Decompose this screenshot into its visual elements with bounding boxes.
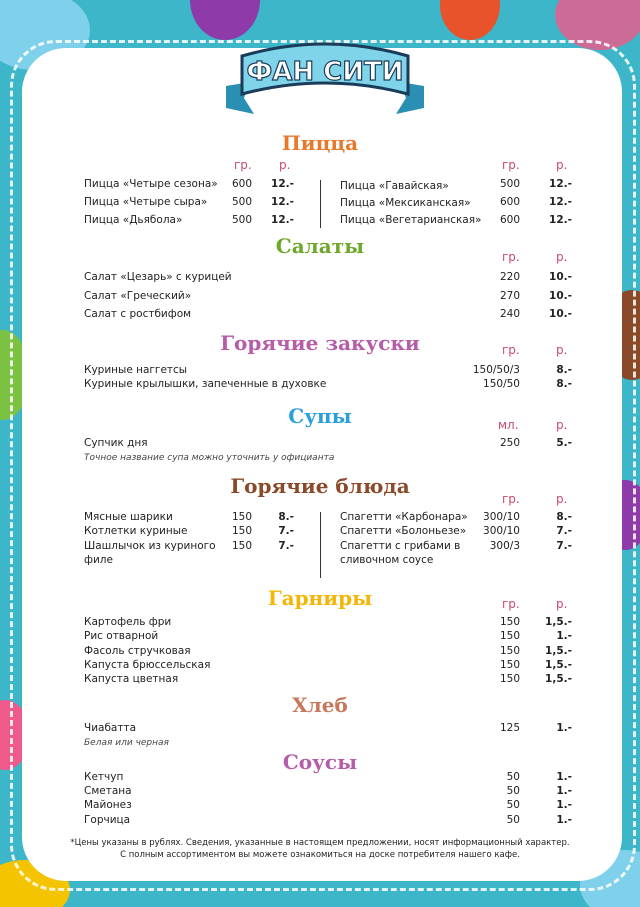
menu-item-weight: 150 xyxy=(231,525,252,537)
menu-item-price: 1.- xyxy=(556,785,572,797)
menu-item-weight: 150 xyxy=(499,616,520,628)
menu-item-weight: 50 xyxy=(506,785,520,797)
menu-item-name: Майонез xyxy=(84,799,132,811)
menu-item-price: 8.- xyxy=(556,378,572,390)
menu-item-weight: 150 xyxy=(499,673,520,685)
balloon-decoration xyxy=(440,0,500,40)
menu-item-price: 1,5.- xyxy=(545,659,572,671)
section-title-sides: Гарниры xyxy=(267,586,373,610)
unit-weight: гр. xyxy=(502,597,520,611)
menu-item-price: 12.- xyxy=(271,178,294,190)
menu-item-weight: 50 xyxy=(506,814,520,826)
menu-item-name: Супчик дня xyxy=(84,437,148,449)
menu-item-price: 1.- xyxy=(556,771,572,783)
section-title-pizza: Пицца xyxy=(281,131,359,155)
menu-item-name: Кетчуп xyxy=(84,771,124,783)
unit-price: р. xyxy=(556,158,568,172)
footer-disclaimer: С полным ассортиментом вы можете ознакомиться на доске потребителя нашего кафе. xyxy=(120,850,520,860)
menu-item-weight: 300/10 xyxy=(483,511,520,523)
footer-disclaimer: *Цены указаны в рублях. Сведения, указанные в настоящем предложении, носят информационный характер. xyxy=(70,838,570,848)
menu-item-name: Капуста цветная xyxy=(84,673,179,685)
unit-price: р. xyxy=(556,597,568,611)
menu-item-weight: 250 xyxy=(499,437,520,449)
menu-item-name: Пицца «Мексиканская» xyxy=(340,197,471,209)
menu-item-name: Картофель фри xyxy=(84,616,172,628)
section-title-salads: Салаты xyxy=(275,234,365,258)
unit-volume: мл. xyxy=(498,418,519,432)
menu-item-weight: 50 xyxy=(506,771,520,783)
menu-item-price: 1,5.- xyxy=(545,616,572,628)
section-title-bread: Хлеб xyxy=(292,693,348,717)
menu-item-name: Горчица xyxy=(84,814,131,826)
menu-item-price: 12.- xyxy=(549,178,572,190)
menu-item-price: 8.- xyxy=(556,511,572,523)
menu-item-weight: 500 xyxy=(231,196,252,208)
menu-item-price: 12.- xyxy=(549,214,572,226)
menu-item-price: 8.- xyxy=(556,364,572,376)
menu-item-name: Пицца «Четыре сезона» xyxy=(84,178,218,190)
menu-item-price: 1,5.- xyxy=(545,673,572,685)
logo-ribbon xyxy=(220,34,430,114)
unit-price: р. xyxy=(279,158,291,172)
menu-item-price: 1.- xyxy=(556,799,572,811)
menu-item-name-cont: филе xyxy=(84,554,113,566)
section-title-hot-dishes: Горячие блюда xyxy=(230,474,410,498)
menu-item-name: Пицца «Дьябола» xyxy=(84,214,183,226)
unit-weight: гр. xyxy=(502,343,520,357)
menu-item-weight: 600 xyxy=(499,196,520,208)
menu-item-name: Спагетти «Карбонара» xyxy=(340,511,468,523)
menu-item-name: Салат с ростбифом xyxy=(84,308,192,320)
unit-weight: гр. xyxy=(502,250,520,264)
menu-item-weight: 600 xyxy=(499,214,520,226)
menu-item-name: Фасоль стручковая xyxy=(84,645,191,657)
menu-item-weight: 150 xyxy=(231,511,252,523)
unit-price: р. xyxy=(556,343,568,357)
soup-note: Точное название супа можно уточнить у официанта xyxy=(84,453,335,463)
menu-item-weight: 150 xyxy=(499,659,520,671)
menu-item-name: Шашлычок из куриного xyxy=(84,540,216,552)
unit-weight: гр. xyxy=(234,158,252,172)
bread-note: Белая или черная xyxy=(84,738,169,748)
menu-item-price: 5.- xyxy=(556,437,572,449)
menu-item-weight: 270 xyxy=(499,290,520,302)
menu-item-weight: 500 xyxy=(499,178,520,190)
menu-item-price: 1,5.- xyxy=(545,645,572,657)
menu-item-weight: 50 xyxy=(506,799,520,811)
menu-item-name: Куриные наггетсы xyxy=(84,364,188,376)
menu-item-name: Пицца «Гавайская» xyxy=(340,180,449,192)
menu-item-name: Куриные крылышки, запеченные в духовке xyxy=(84,378,327,390)
menu-item-weight: 125 xyxy=(499,722,520,734)
menu-item-weight: 300/3 xyxy=(489,540,520,552)
column-divider xyxy=(320,512,321,578)
menu-item-price: 10.- xyxy=(549,271,572,283)
menu-item-name: Капуста брюссельская xyxy=(84,659,211,671)
menu-item-weight: 240 xyxy=(499,308,520,320)
unit-weight: гр. xyxy=(502,158,520,172)
menu-item-price: 7.- xyxy=(556,540,572,552)
logo-text: ФАН СИТИ xyxy=(246,57,404,87)
menu-item-name: Пицца «Вегетарианская» xyxy=(340,214,482,226)
column-divider xyxy=(320,180,321,228)
menu-item-name: Чиабатта xyxy=(84,722,137,734)
menu-item-price: 12.- xyxy=(549,196,572,208)
menu-item-weight: 150 xyxy=(499,630,520,642)
menu-item-price: 7.- xyxy=(278,525,294,537)
menu-item-price: 12.- xyxy=(271,214,294,226)
menu-item-price: 10.- xyxy=(549,308,572,320)
menu-item-name: Мясные шарики xyxy=(84,511,173,523)
menu-item-name: Пицца «Четыре сыра» xyxy=(84,196,208,208)
menu-item-weight: 150/50 xyxy=(483,378,520,390)
menu-item-weight: 600 xyxy=(231,178,252,190)
unit-price: р. xyxy=(556,250,568,264)
menu-item-price: 1.- xyxy=(556,630,572,642)
menu-item-name: Спагетти с грибами в xyxy=(340,540,461,552)
menu-item-weight: 150/50/3 xyxy=(472,364,520,376)
menu-item-weight: 150 xyxy=(231,540,252,552)
menu-item-price: 10.- xyxy=(549,290,572,302)
menu-item-weight: 500 xyxy=(231,214,252,226)
section-title-sauces: Соусы xyxy=(282,750,358,774)
menu-item-price: 12.- xyxy=(271,196,294,208)
unit-weight: гр. xyxy=(502,492,520,506)
menu-item-price: 7.- xyxy=(278,540,294,552)
menu-item-price: 7.- xyxy=(556,525,572,537)
menu-item-name: Салат «Цезарь» с курицей xyxy=(84,271,232,283)
section-title-hot-snacks: Горячие закуски xyxy=(220,331,420,355)
menu-item-name: Сметана xyxy=(84,785,132,797)
menu-item-weight: 150 xyxy=(499,645,520,657)
menu-item-weight: 300/10 xyxy=(483,525,520,537)
menu-item-name: Рис отварной xyxy=(84,630,159,642)
menu-item-price: 8.- xyxy=(278,511,294,523)
unit-price: р. xyxy=(556,492,568,506)
menu-item-name: Салат «Греческий» xyxy=(84,290,192,302)
menu-item-name-cont: сливочном соусе xyxy=(340,554,434,566)
menu-item-name: Спагетти «Болоньезе» xyxy=(340,525,467,537)
menu-item-name: Котлетки куриные xyxy=(84,525,188,537)
menu-item-price: 1.- xyxy=(556,814,572,826)
section-title-soups: Супы xyxy=(288,404,352,428)
unit-price: р. xyxy=(556,418,568,432)
menu-item-weight: 220 xyxy=(499,271,520,283)
menu-item-price: 1.- xyxy=(556,722,572,734)
